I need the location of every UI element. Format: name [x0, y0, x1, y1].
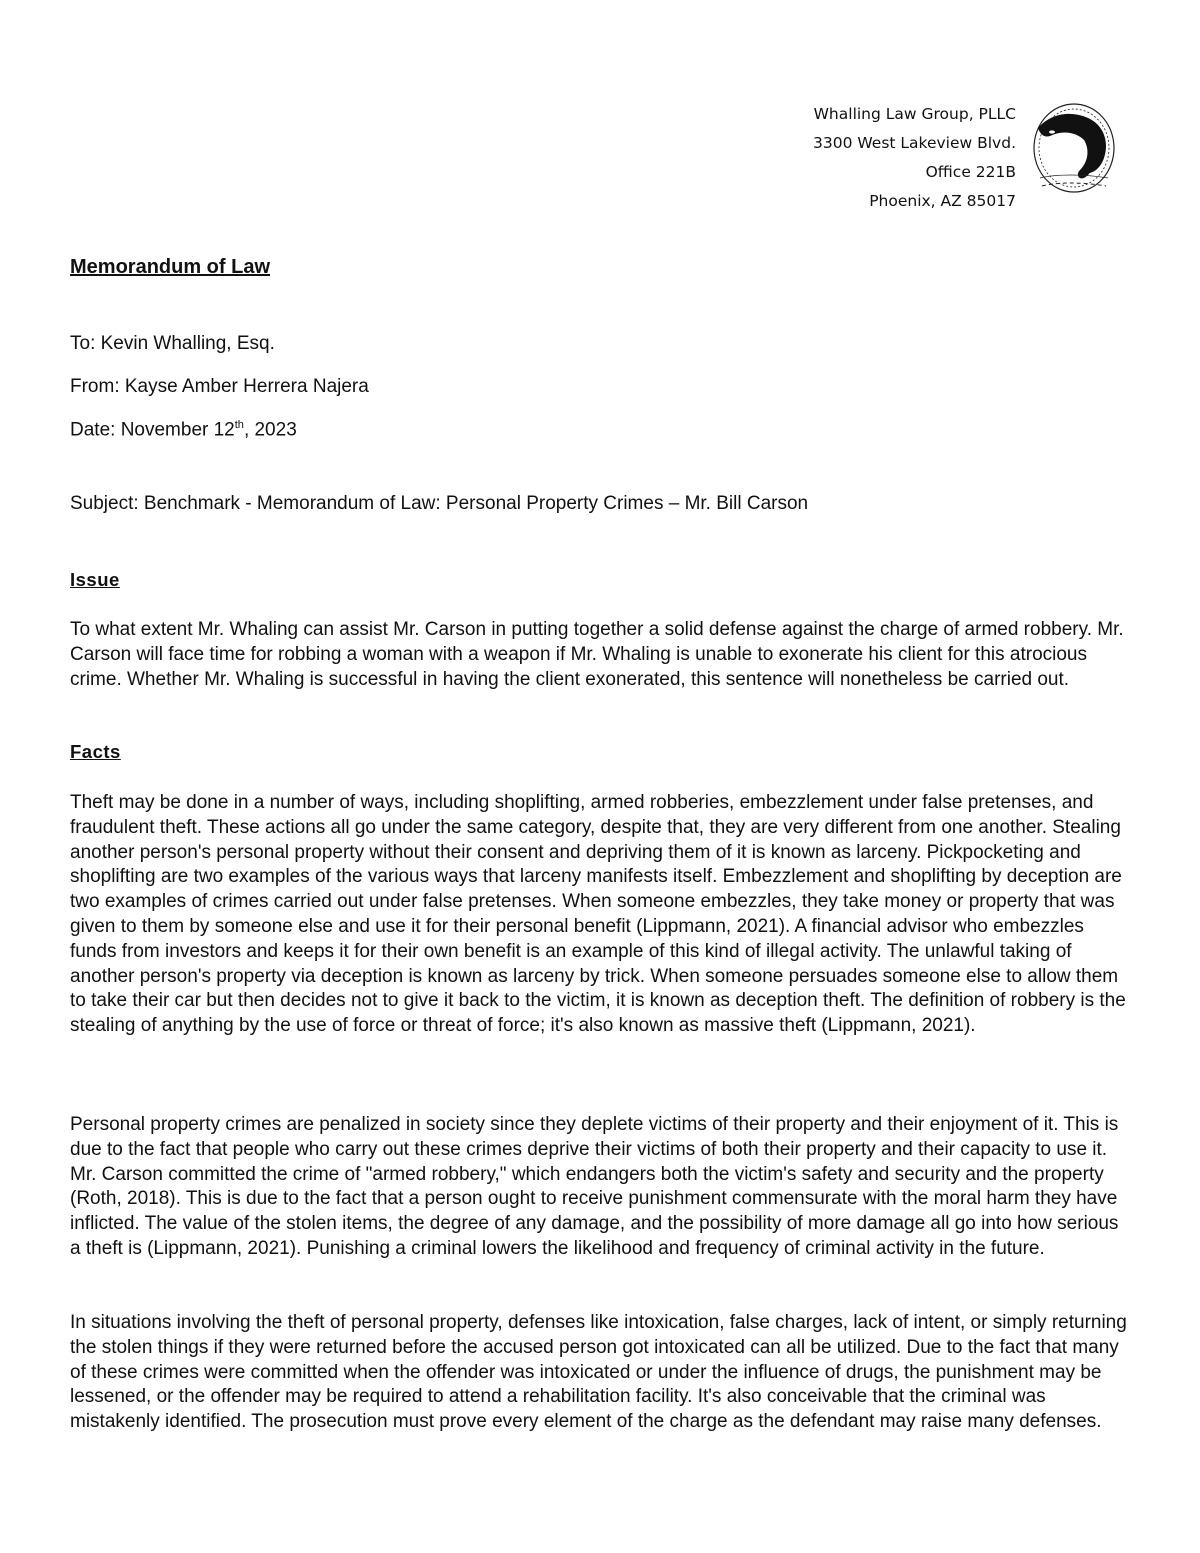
memo-date-suffix: th: [234, 419, 244, 431]
facts-heading: Facts: [70, 741, 121, 762]
issue-paragraph: To what extent Mr. Whaling can assist Mr. Carson in putting together a solid defense against the charge of armed robbery. Mr. Carson will face time for robbing a woman with a weapon if Mr. Whaling is unable to exonerate his client for this atrocious crime. Whether Mr. Whaling is successful in having the client exonerated, this sentence will nonetheless be carried out.: [70, 619, 1124, 690]
memo-subject: Subject: Benchmark - Memorandum of Law: Personal Property Crimes – Mr. Bill Carson: [70, 493, 809, 514]
memo-date-year: , 2023: [243, 419, 297, 441]
firm-name: Whalling Law Group, PLLC: [813, 105, 1016, 123]
firm-street: 3300 West Lakeview Blvd.: [813, 134, 1016, 152]
memo-to: To: Kevin Whalling, Esq.: [70, 333, 275, 354]
memo-date-prefix: Date: November 12: [70, 419, 235, 441]
facts-paragraph-3: In situations involving the theft of personal property, defenses like intoxication, false charges, lack of intent, or simply returning the stolen things if they were returned before the accused person got intoxicated can all be utilized. Due to the fact that many of these crimes were committed when the offender was intoxicated or under the influence of drugs, the punishment may be lessened, or the offender may be required to attend a rehabilitation facility. It's also conceivable that the criminal was mistakenly identified. The prosecution must prove every element of the charge as the defendant may raise many defenses.: [70, 1312, 1127, 1433]
firm-city: Phoenix, AZ 85017: [869, 192, 1016, 210]
facts-paragraph-2: Personal property crimes are penalized in society since they deplete victims of their property and their enjoyment of it. This is due to the fact that people who carry out these crimes deprive their victims of both their property and their capacity to use it. Mr. Carson committed the crime of "armed robbery," which endangers both the victim's safety and security and the property (Roth, 2018). This is due to the fact that a person ought to receive punishment commensurate with the moral harm they have inflicted. The value of the stolen items, the degree of any damage, and the possibility of more damage all go into how serious a theft is (Lippmann, 2021). Punishing a criminal lowers the likelihood and frequency of criminal activity in the future.: [70, 1114, 1119, 1259]
orca-whale-logo-icon: [1030, 100, 1122, 196]
facts-paragraph-1: Theft may be done in a number of ways, including shoplifting, armed robberies, embezzlement under false pretenses, and fraudulent theft. These actions all go under the same category, despite that, they are very different from one another. Stealing another person's personal property without their consent and depriving them of it is known as larceny. Pickpocketing and shoplifting are two examples of the various ways that larceny manifests itself. Embezzlement and shoplifting by deception are two examples of crimes carried out under false pretenses. When someone embezzles, they take money or property that was given to them by someone else and use it for their personal benefit (Lippmann, 2021). A financial advisor who embezzles funds from investors and keeps it for their own benefit is an example of this kind of illegal activity. The unlawful taking of another person's property via deception is known as larceny by trick. When someone persuades someone else to allow them to take their car but then decides not to give it back to the victim, it is known as deception theft. The definition of robbery is the stealing of anything by the use of force or threat of force; it's also known as massive theft (Lippmann, 2021).: [70, 792, 1126, 1037]
memo-from: From: Kayse Amber Herrera Najera: [70, 376, 369, 397]
memo-date: [70, 419, 297, 441]
firm-office: Office 221B: [925, 163, 1016, 181]
memo-title: Memorandum of Law: [70, 256, 271, 278]
issue-heading: Issue: [70, 569, 120, 590]
letterhead-address: [813, 100, 1016, 216]
